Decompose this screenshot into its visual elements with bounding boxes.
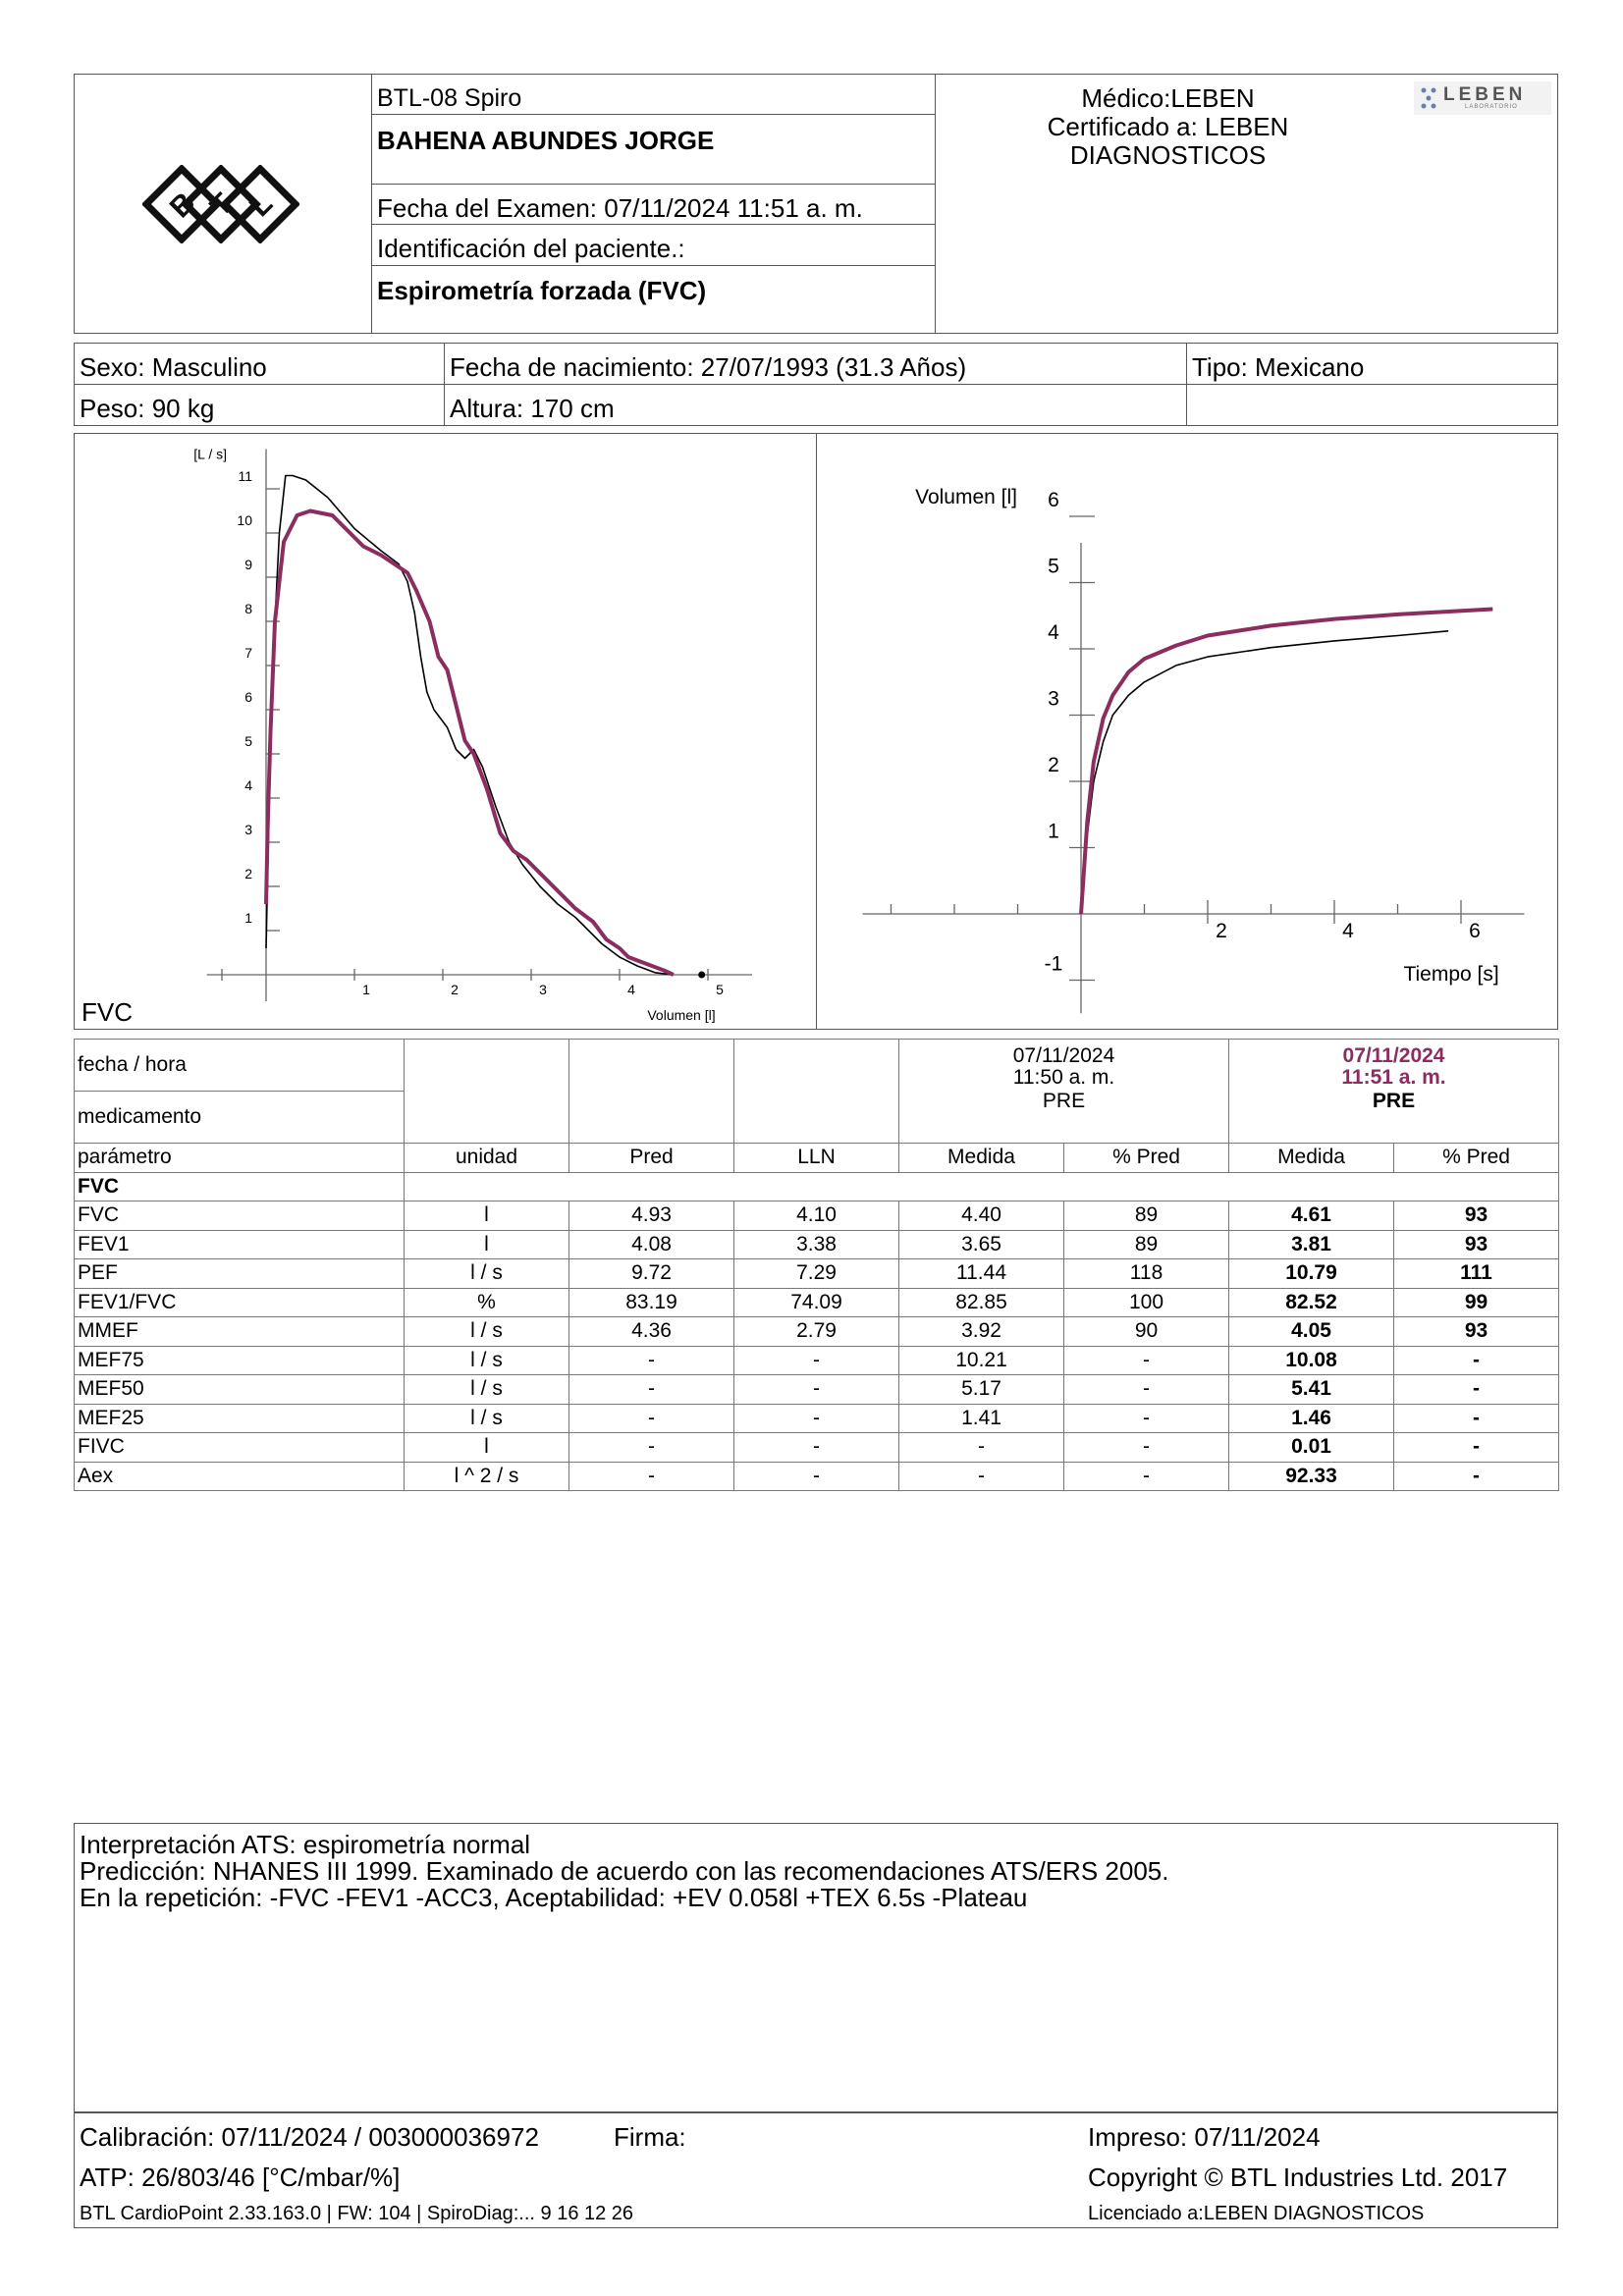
table-row xyxy=(75,1201,1559,1231)
y-tick-label: -1 xyxy=(1044,952,1063,976)
y-tick-label: 6 xyxy=(1048,489,1059,511)
pred-value: - xyxy=(569,1375,734,1405)
trial1-measured: - xyxy=(899,1433,1064,1463)
trial1-measured: 5.17 xyxy=(899,1375,1064,1405)
trial2-pct-pred: - xyxy=(1394,1433,1559,1463)
trial2-pct-pred: 99 xyxy=(1394,1288,1559,1317)
signature-label: Firma: xyxy=(614,2122,686,2152)
pred-value: 4.36 xyxy=(569,1317,734,1347)
param-unit: % xyxy=(405,1288,569,1317)
trial2-time: 11:51 a. m. xyxy=(1341,1066,1446,1089)
software-version: BTL CardioPoint 2.33.163.0 | FW: 104 | SpiroDiag:... 9 16 12 26 xyxy=(80,2203,634,2224)
y-tick-label: 2 xyxy=(244,866,252,881)
table-row xyxy=(75,1288,1559,1317)
patient-info-divider xyxy=(444,343,445,426)
trial2-phase: PRE xyxy=(1372,1090,1416,1112)
trial1-pct-pred: - xyxy=(1064,1375,1229,1405)
patient-info-divider xyxy=(1186,343,1187,426)
charts-panel-label: FVC xyxy=(81,997,133,1027)
trial1-measured: 3.65 xyxy=(899,1230,1064,1259)
trial2-measured: 1.46 xyxy=(1229,1404,1394,1433)
x-tick-label: 2 xyxy=(451,982,459,997)
trial1-phase: PRE xyxy=(1042,1090,1086,1112)
y-tick-label: 1 xyxy=(244,910,252,926)
y-tick-label: 7 xyxy=(244,645,252,661)
x-axis-label: Volumen [l] xyxy=(647,1007,716,1023)
pred-value: 4.08 xyxy=(569,1230,734,1259)
section-row xyxy=(75,1172,1559,1201)
trial2-measured: 82.52 xyxy=(1229,1288,1394,1317)
fecha-header: fecha / hora xyxy=(75,1040,405,1092)
exam-date: Fecha del Examen: 07/11/2024 11:51 a. m. xyxy=(377,193,863,223)
y-tick-label: 3 xyxy=(1048,687,1059,711)
pred-value: 83.19 xyxy=(569,1288,734,1317)
trial2-date: 07/11/2024 xyxy=(1342,1044,1445,1067)
trial2-measured: 5.41 xyxy=(1229,1375,1394,1405)
reference-trial-curve xyxy=(266,476,673,976)
table-row xyxy=(75,1433,1559,1463)
x-axis-label: Tiempo [s] xyxy=(1403,963,1499,986)
y-tick-label: 1 xyxy=(1048,820,1059,843)
leben-logo xyxy=(1414,81,1551,115)
param-name: FEV1 xyxy=(75,1230,405,1259)
certified-to: Certificado a: LEBEN xyxy=(1047,112,1289,141)
table-row xyxy=(75,1404,1559,1433)
param-name: FVC xyxy=(75,1201,405,1231)
header-divider xyxy=(371,224,935,225)
leben-logo-text: LEBEN xyxy=(1443,84,1527,105)
trial1-date: 07/11/2024 xyxy=(1012,1044,1115,1067)
lln-value: - xyxy=(734,1346,899,1375)
x-tick-label: 4 xyxy=(627,982,635,997)
x-tick-label: 6 xyxy=(1469,920,1481,942)
param-unit: l ^ 2 / s xyxy=(405,1462,569,1491)
header-divider xyxy=(371,114,935,115)
results-table xyxy=(74,1039,1559,1491)
table-header-row xyxy=(75,1040,1559,1092)
trial2-measured: 4.05 xyxy=(1229,1317,1394,1347)
lln-value: - xyxy=(734,1462,899,1491)
trial1-measured: 11.44 xyxy=(899,1259,1064,1289)
lln-value: - xyxy=(734,1375,899,1405)
pred-value: - xyxy=(569,1404,734,1433)
param-unit: l / s xyxy=(405,1317,569,1347)
licensed-to: Licenciado a:LEBEN DIAGNOSTICOS xyxy=(1088,2203,1425,2224)
trial2-pct-pred: 93 xyxy=(1394,1317,1559,1347)
y-tick-label: 4 xyxy=(1048,621,1059,644)
trial1-pct-pred: 89 xyxy=(1064,1230,1229,1259)
copyright: Copyright © BTL Industries Ltd. 2017 xyxy=(1088,2163,1508,2192)
patient-height: Altura: 170 cm xyxy=(450,394,615,423)
test-type: Espirometría forzada (FVC) xyxy=(377,276,707,305)
lln-value: 7.29 xyxy=(734,1259,899,1289)
param-name: MEF25 xyxy=(75,1404,405,1433)
patient-name: BAHENA ABUNDES JORGE xyxy=(377,126,715,155)
best-trial-curve xyxy=(1081,610,1492,915)
btl-logo xyxy=(142,165,299,243)
patient-id: Identificación del paciente.: xyxy=(377,234,685,263)
trial1-measured: - xyxy=(899,1462,1064,1491)
col-header-measured: Medida xyxy=(899,1144,1064,1173)
lln-value: 2.79 xyxy=(734,1317,899,1347)
trial2-measured: 92.33 xyxy=(1229,1462,1394,1491)
patient-type: Tipo: Mexicano xyxy=(1192,352,1365,382)
interpretation-line: Predicción: NHANES III 1999. Examinado de acuerdo con las recomendaciones ATS/ERS 2005. xyxy=(80,1856,1169,1886)
pred-value: 9.72 xyxy=(569,1259,734,1289)
column-headers-row xyxy=(75,1144,1559,1173)
lln-value: 74.09 xyxy=(734,1288,899,1317)
table-row xyxy=(75,1462,1559,1491)
table-row xyxy=(75,1317,1559,1347)
pred-value: 4.93 xyxy=(569,1201,734,1231)
lln-value: 4.10 xyxy=(734,1201,899,1231)
y-tick-label: 8 xyxy=(244,601,252,616)
header-divider xyxy=(371,265,935,266)
param-unit: l / s xyxy=(405,1259,569,1289)
col-header-pct-pred: % Pred xyxy=(1064,1144,1229,1173)
reference-trial-curve xyxy=(1081,631,1448,914)
x-tick-label: 4 xyxy=(1342,920,1354,942)
patient-info-divider xyxy=(74,384,1558,385)
section-label: FVC xyxy=(75,1172,405,1201)
param-name: FEV1/FVC xyxy=(75,1288,405,1317)
col-header-param: parámetro xyxy=(75,1144,405,1173)
param-unit: l / s xyxy=(405,1346,569,1375)
svg-text:B: B xyxy=(163,186,202,225)
best-trial-curve xyxy=(266,511,674,976)
param-name: Aex xyxy=(75,1462,405,1491)
col-header-lln: LLN xyxy=(734,1144,899,1173)
trial2-pct-pred: 111 xyxy=(1394,1259,1559,1289)
param-unit: l xyxy=(405,1433,569,1463)
x-tick-label: 1 xyxy=(362,982,370,997)
col-header-pct-pred: % Pred xyxy=(1394,1144,1559,1173)
lln-value: - xyxy=(734,1404,899,1433)
header-divider xyxy=(371,74,372,334)
trial1-pct-pred: - xyxy=(1064,1404,1229,1433)
trial1-pct-pred: - xyxy=(1064,1346,1229,1375)
trial1-measured: 4.40 xyxy=(899,1201,1064,1231)
x-tick-label: 2 xyxy=(1216,920,1227,942)
trial2-measured: 10.08 xyxy=(1229,1346,1394,1375)
predicted-fvc-marker xyxy=(698,972,705,979)
pred-value: - xyxy=(569,1462,734,1491)
header-divider xyxy=(371,184,935,185)
trial2-pct-pred: - xyxy=(1394,1375,1559,1405)
patient-weight: Peso: 90 kg xyxy=(80,394,215,423)
pred-value: - xyxy=(569,1433,734,1463)
x-tick-label: 5 xyxy=(716,982,724,997)
printed-date: Impreso: 07/11/2024 xyxy=(1088,2122,1321,2152)
volume-time-chart xyxy=(817,434,1557,1029)
atp-conditions: ATP: 26/803/46 [°C/mbar/%] xyxy=(80,2163,401,2192)
trial1-measured: 1.41 xyxy=(899,1404,1064,1433)
trial2-measured: 0.01 xyxy=(1229,1433,1394,1463)
interpretation-line: Interpretación ATS: espirometría normal xyxy=(80,1830,531,1859)
y-tick-label: 10 xyxy=(237,512,252,528)
y-tick-label: 11 xyxy=(238,468,252,484)
trial1-measured: 3.92 xyxy=(899,1317,1064,1347)
trial2-pct-pred: - xyxy=(1394,1404,1559,1433)
y-tick-label: 2 xyxy=(1048,754,1059,776)
doctor-info xyxy=(935,84,1401,170)
trial2-measured: 4.61 xyxy=(1229,1201,1394,1231)
interpretation-text xyxy=(80,1832,1168,1911)
leben-logo-mark xyxy=(1418,85,1439,111)
lln-value: - xyxy=(734,1433,899,1463)
y-tick-label: 5 xyxy=(244,733,252,749)
param-name: MEF50 xyxy=(75,1375,405,1405)
col-header-pred: Pred xyxy=(569,1144,734,1173)
leben-logo-sub: LABORATORIO xyxy=(1465,104,1518,110)
param-unit: l xyxy=(405,1230,569,1259)
pred-value: - xyxy=(569,1346,734,1375)
trial1-pct-pred: 89 xyxy=(1064,1201,1229,1231)
param-name: FIVC xyxy=(75,1433,405,1463)
y-axis-label: Volumen [l] xyxy=(915,486,1017,508)
y-tick-label: 6 xyxy=(244,689,252,705)
certified-to-line2: DIAGNOSTICOS xyxy=(1069,140,1267,170)
y-tick-label: 3 xyxy=(244,822,252,837)
trial1-pct-pred: 118 xyxy=(1064,1259,1229,1289)
table-row xyxy=(75,1230,1559,1259)
table-row xyxy=(75,1346,1559,1375)
y-axis-label: [L / s] xyxy=(193,446,227,462)
param-unit: l xyxy=(405,1201,569,1231)
trial1-pct-pred: - xyxy=(1064,1433,1229,1463)
lln-value: 3.38 xyxy=(734,1230,899,1259)
doctor-name: Médico:LEBEN xyxy=(1081,83,1255,113)
param-name: MMEF xyxy=(75,1317,405,1347)
col-header-unit: unidad xyxy=(405,1144,569,1173)
y-tick-label: 5 xyxy=(1048,555,1059,578)
trial2-pct-pred: - xyxy=(1394,1346,1559,1375)
param-name: MEF75 xyxy=(75,1346,405,1375)
trial1-measured: 82.85 xyxy=(899,1288,1064,1317)
interpretation-line: En la repetición: -FVC -FEV1 -ACC3, Aceptabilidad: +EV 0.058l +TEX 6.5s -Plateau xyxy=(80,1883,1028,1912)
col-header-measured: Medida xyxy=(1229,1144,1394,1173)
param-name: PEF xyxy=(75,1259,405,1289)
device-name: BTL-08 Spiro xyxy=(377,84,522,112)
patient-sex: Sexo: Masculino xyxy=(80,352,267,382)
x-tick-label: 3 xyxy=(539,982,547,997)
trial1-pct-pred: - xyxy=(1064,1462,1229,1491)
param-unit: l / s xyxy=(405,1404,569,1433)
patient-dob: Fecha de nacimiento: 27/07/1993 (31.3 Años) xyxy=(450,352,967,382)
y-tick-label: 9 xyxy=(244,557,252,572)
flow-volume-chart xyxy=(75,434,815,1029)
trial2-pct-pred: - xyxy=(1394,1462,1559,1491)
trial1-pct-pred: 90 xyxy=(1064,1317,1229,1347)
trial1-pct-pred: 100 xyxy=(1064,1288,1229,1317)
trial2-pct-pred: 93 xyxy=(1394,1201,1559,1231)
svg-text:L: L xyxy=(243,187,280,224)
trial2-measured: 3.81 xyxy=(1229,1230,1394,1259)
param-unit: l / s xyxy=(405,1375,569,1405)
table-row xyxy=(75,1259,1559,1289)
table-row xyxy=(75,1375,1559,1405)
trial2-header xyxy=(1229,1040,1559,1144)
calibration: Calibración: 07/11/2024 / 003000036972 xyxy=(80,2122,539,2152)
trial1-measured: 10.21 xyxy=(899,1346,1064,1375)
medicamento-header: medicamento xyxy=(75,1092,405,1144)
trial2-pct-pred: 93 xyxy=(1394,1230,1559,1259)
trial2-measured: 10.79 xyxy=(1229,1259,1394,1289)
svg-text:T: T xyxy=(203,187,241,224)
y-tick-label: 4 xyxy=(244,777,252,793)
trial1-header xyxy=(899,1040,1229,1144)
trial1-time: 11:50 a. m. xyxy=(1012,1066,1115,1089)
